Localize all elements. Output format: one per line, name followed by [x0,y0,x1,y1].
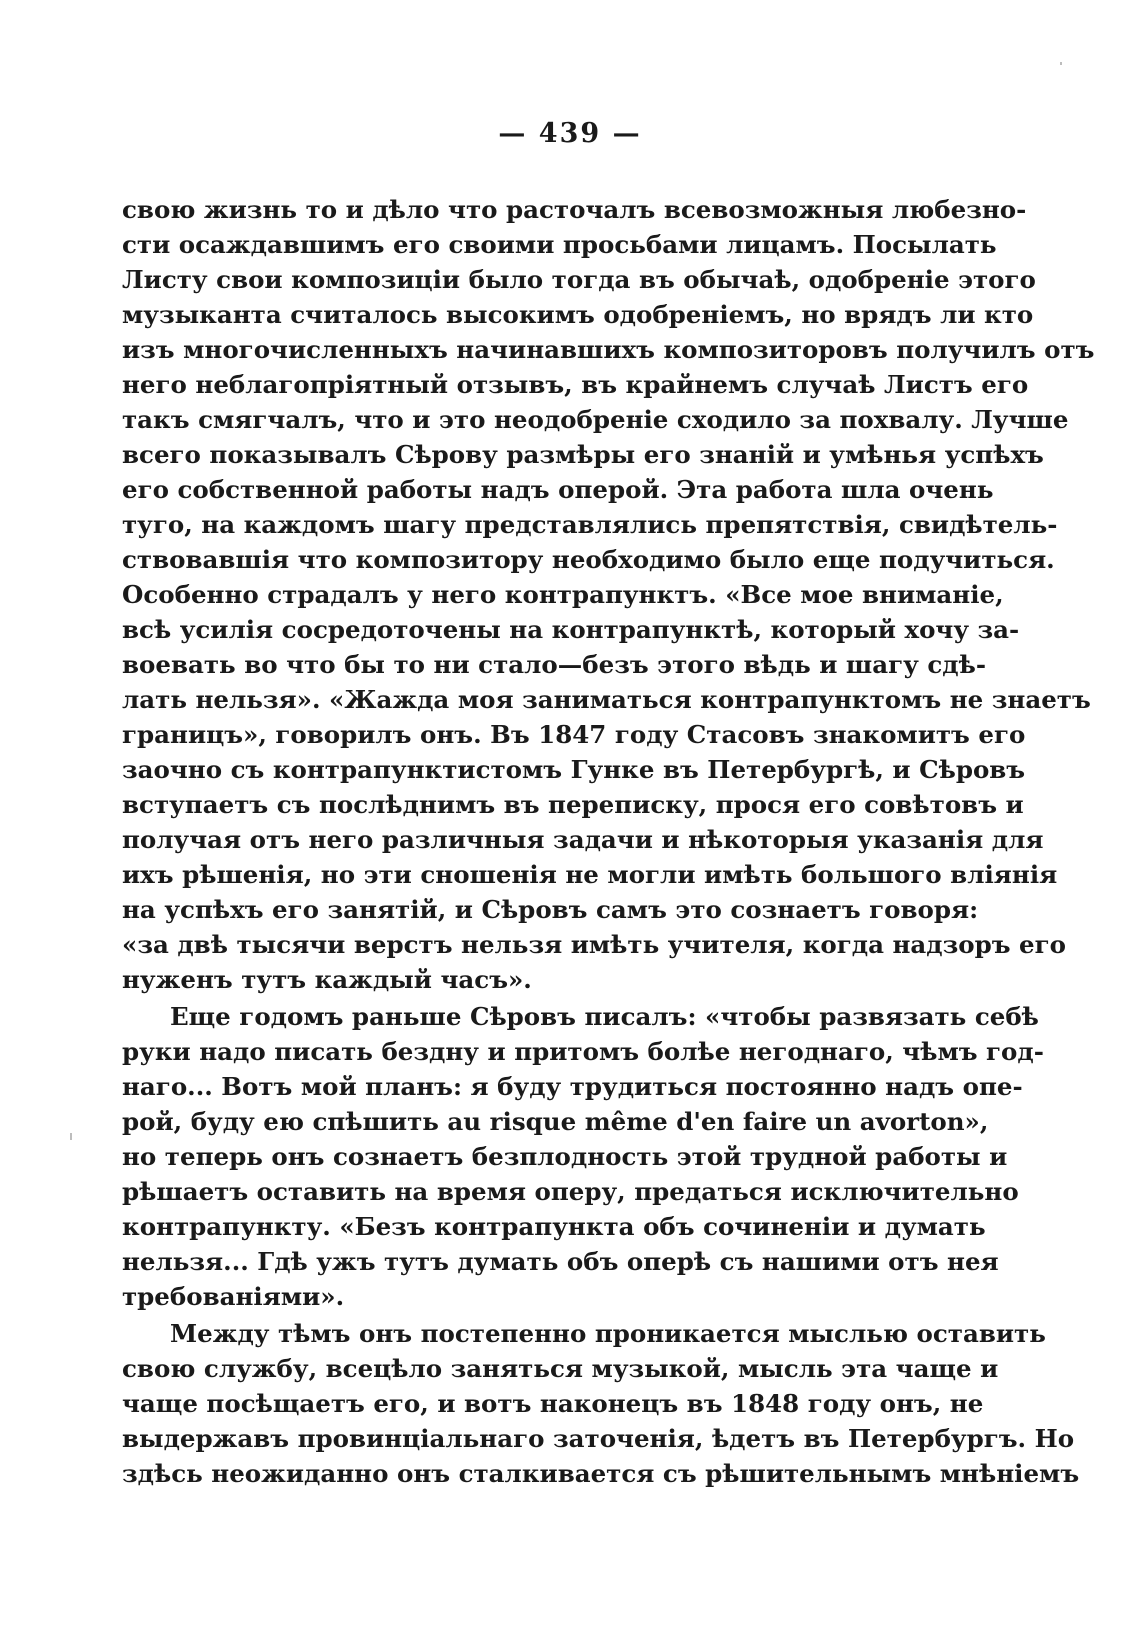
text-line: рѣшаетъ оставить на время оперу, предаться исключительно [122,1177,1019,1206]
text-line: вступаетъ съ послѣднимъ въ переписку, прося его совѣтовъ и [122,790,1024,819]
text-line: Между тѣмъ онъ постепенно проникается мыслью оставить [170,1319,1046,1348]
paragraph-1 [122,192,1095,997]
text-line: но теперь онъ сознаетъ безплодность этой трудной работы и [122,1142,1008,1171]
text-line: такъ смягчалъ, что и это неодобреніе сходило за похвалу. Лучше [122,405,1069,434]
text-line: требованіями». [122,1282,345,1311]
paragraph-3 [122,1316,1080,1491]
text-line: на успѣхъ его занятій, и Сѣровъ самъ это сознаетъ говоря: [122,895,979,924]
text-line: наго... Вотъ мой планъ: я буду трудиться постоянно надъ опе- [122,1072,1023,1101]
text-line: свою жизнь то и дѣло что расточалъ всевозможныя любезно- [122,195,1027,224]
text-line: лать нельзя». «Жажда моя заниматься контрапунктомъ не знаетъ [122,685,1091,714]
text-line: него неблагопріятный отзывъ, въ крайнемъ случаѣ Листъ его [122,370,1029,399]
text-line: ихъ рѣшенія, но эти сношенія не могли имѣть большого вліянія [122,860,1058,889]
text-line: ствовавшія что композитору необходимо было еще подучиться. [122,545,1055,574]
scan-speck [1060,62,1062,65]
text-line: туго, на каждомъ шагу представлялись препятствія, свидѣтель- [122,510,1058,539]
text-line: здѣсь неожиданно онъ сталкивается съ рѣшительнымъ мнѣніемъ [122,1459,1080,1488]
text-line: рой, буду ею спѣшить au risque même d'en faire un avorton», [122,1107,989,1136]
text-line: Особенно страдалъ у него контрапунктъ. «Все мое вниманіе, [122,580,1004,609]
text-line: границъ», говорилъ онъ. Въ 1847 году Стасовъ знакомитъ его [122,720,1026,749]
page-number: — 439 — [498,118,642,149]
text-line: музыканта считалось высокимъ одобреніемъ, но врядъ ли кто [122,300,1034,329]
text-line: сти осаждавшимъ его своими просьбами лицамъ. Посылать [122,230,997,259]
text-line: свою службу, всецѣло заняться музыкой, мысль эта чаще и [122,1354,999,1383]
scan-speck [70,1133,72,1140]
text-line: нельзя... Гдѣ ужъ тутъ думать объ оперѣ съ нашими отъ нея [122,1247,999,1276]
text-line: всѣ усилія сосредоточены на контрапунктѣ, который хочу за- [122,615,1020,644]
text-line: выдержавъ провинціальнаго заточенія, ѣдетъ въ Петербургъ. Но [122,1424,1075,1453]
text-line: его собственной работы надъ оперой. Эта работа шла очень [122,475,994,504]
text-line: руки надо писать бездну и притомъ болѣе негоднаго, чѣмъ год- [122,1037,1044,1066]
text-line: нуженъ тутъ каждый часъ». [122,965,532,994]
text-line: изъ многочисленныхъ начинавшихъ композиторовъ получилъ отъ [122,335,1095,364]
text-line: «за двѣ тысячи верстъ нельзя имѣть учителя, когда надзоръ его [122,930,1067,959]
text-line: заочно съ контрапунктистомъ Гунке въ Петербургѣ, и Сѣровъ [122,755,1026,784]
text-line: чаще посѣщаетъ его, и вотъ наконецъ въ 1848 году онъ, не [122,1389,984,1418]
text-line: Листу свои композиціи было тогда въ обычаѣ, одобреніе этого [122,265,1036,294]
text-line: контрапункту. «Безъ контрапункта объ сочиненіи и думать [122,1212,986,1241]
paragraph-2 [122,999,1044,1314]
body-text [122,192,1095,1491]
text-line: воевать во что бы то ни стало—безъ этого вѣдь и шагу сдѣ- [122,650,986,679]
text-line: получая отъ него различныя задачи и нѣкоторыя указанія для [122,825,1044,854]
text-line: всего показывалъ Сѣрову размѣры его знаній и умѣнья успѣхъ [122,440,1044,469]
text-line: Еще годомъ раньше Сѣровъ писалъ: «чтобы развязать себѣ [170,1002,1039,1031]
